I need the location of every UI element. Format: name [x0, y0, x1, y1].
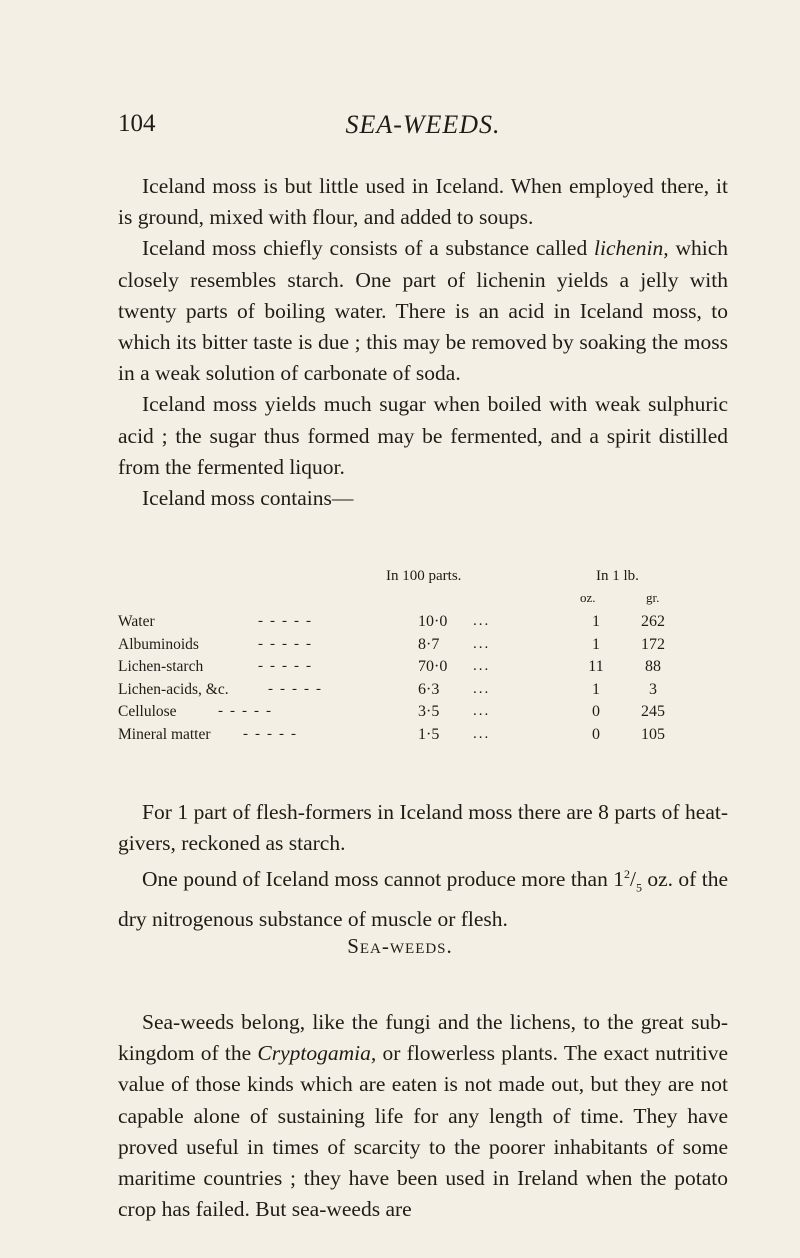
- row-label: Lichen-acids, &c.: [118, 680, 229, 698]
- paragraph: Iceland moss chiefly consists of a substance called lichenin, which closely resembles starch. One part of lichenin yields a jelly with twenty parts of boiling water. There is an acid in Iceland moss, to which its bitter taste is due ; this may be removed by soaking the moss in a weak solution of carbonate of soda.: [118, 236, 728, 386]
- paragraph: One pound of Iceland moss cannot produce more than $1^2/_5$ oz. of the dry nitrogenous substance of muscle or flesh.: [118, 867, 728, 932]
- value-gr: 172: [641, 635, 665, 653]
- value-gr: 245: [641, 703, 665, 720]
- table-row: [118, 703, 728, 725]
- page-header: [118, 110, 728, 146]
- unit-oz: oz.: [580, 590, 596, 605]
- value-gr: 105: [641, 725, 665, 743]
- value-gr: 88: [645, 658, 661, 675]
- value-parts: 70·0: [418, 658, 448, 675]
- value-oz: 11: [588, 658, 604, 675]
- paragraph: Iceland moss yields much sugar when boiled with weak sulphuric acid ; the sugar thus formed may be fermented, and a spirit distilled from the fermented liquor.: [118, 392, 728, 479]
- term-cryptogamia: Cryptogamia,: [257, 1041, 377, 1066]
- table-row: [118, 658, 728, 680]
- value-parts: 8·7: [418, 635, 440, 653]
- row-label: Lichen-starch: [118, 658, 204, 675]
- term-lichenin: lichenin,: [594, 236, 669, 261]
- value-gr: 262: [641, 613, 665, 630]
- leader-dashes: -----: [243, 725, 303, 742]
- row-label: Albuminoids: [118, 635, 199, 653]
- leader-ellipsis: ...: [473, 703, 491, 719]
- value-oz: 0: [592, 703, 600, 720]
- intro-text: [118, 171, 728, 514]
- column-header-parts: In 100 parts.: [386, 568, 462, 584]
- table-row: [118, 726, 728, 748]
- section-heading: Sea-weeds.: [347, 934, 453, 958]
- leader-dashes: -----: [258, 658, 318, 674]
- row-label: Water: [118, 613, 155, 630]
- value-parts: 1·5: [418, 725, 440, 743]
- column-header-lb: In 1 lb.: [596, 568, 639, 584]
- table-row: [118, 613, 728, 635]
- leader-ellipsis: ...: [473, 635, 491, 652]
- paragraph: Sea-weeds belong, like the fungi and the lichens, to the great sub-kingdom of the Cryptogamia, or flowerless plants. The exact nutritive value of those kinds which are eaten is not made out, but they are not capable alone of sustaining life for any length of time. They have proved useful in times of scarcity to the poorer inhabitants of some maritime countries ; they have been used in Ireland when the potato crop has failed. But sea-weeds are: [118, 1010, 728, 1222]
- value-oz: 1: [592, 635, 600, 653]
- leader-ellipsis: ...: [473, 680, 491, 697]
- value-parts: 3·5: [418, 703, 440, 720]
- running-title: SEA-WEEDS.: [345, 110, 501, 139]
- leader-ellipsis: ...: [473, 613, 491, 629]
- leader-dashes: -----: [258, 613, 318, 629]
- paragraph: Iceland moss is but little used in Iceland. When employed there, it is ground, mixed with flour, and added to soups.: [118, 174, 728, 230]
- unit-gr: gr.: [646, 590, 660, 605]
- value-oz: 0: [592, 725, 600, 743]
- leader-ellipsis: ...: [473, 658, 491, 674]
- leader-dashes: -----: [258, 635, 318, 652]
- value-oz: 1: [592, 613, 600, 630]
- value-parts: 10·0: [418, 613, 448, 630]
- leader-dashes: -----: [218, 703, 278, 719]
- after-table-text: [118, 797, 728, 935]
- table-row: [118, 681, 728, 703]
- value-parts: 6·3: [418, 680, 440, 698]
- value-oz: 1: [592, 680, 600, 698]
- leader-dashes: -----: [268, 680, 328, 697]
- page-number: 104: [118, 110, 156, 137]
- leader-ellipsis: ...: [473, 725, 491, 742]
- table-row: [118, 636, 728, 658]
- paragraph: Iceland moss contains—: [142, 486, 354, 511]
- row-label: Mineral matter: [118, 725, 211, 743]
- value-gr: 3: [649, 680, 657, 698]
- seaweeds-text: [118, 1007, 728, 1225]
- paragraph: For 1 part of flesh-formers in Iceland moss there are 8 parts of heat-givers, reckoned as starch.: [118, 800, 728, 856]
- row-label: Cellulose: [118, 703, 177, 720]
